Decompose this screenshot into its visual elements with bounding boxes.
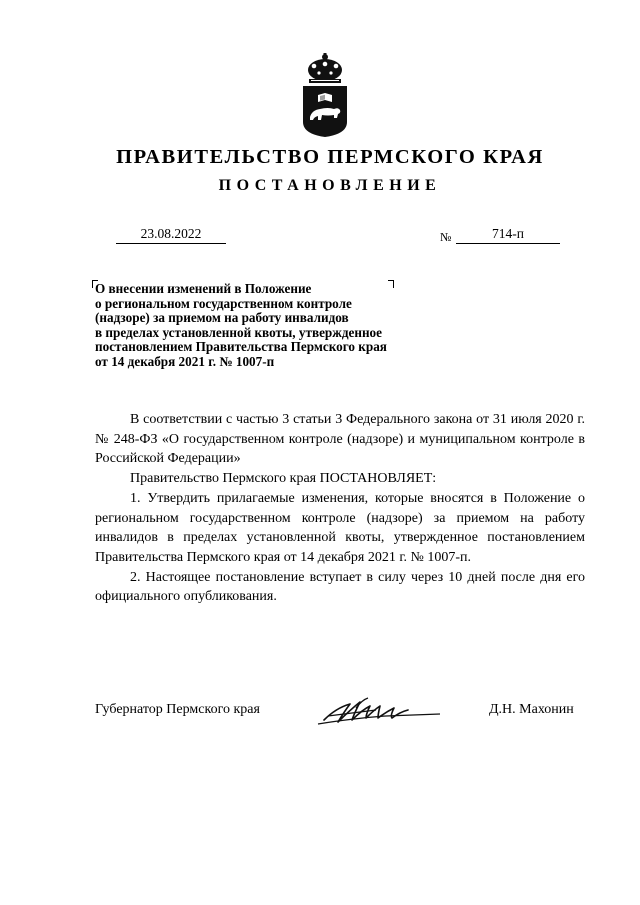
subject-line: в пределах установленной квоты, утвержденное: [95, 324, 382, 340]
government-title: ПРАВИТЕЛЬСТВО ПЕРМСКОГО КРАЯ: [116, 146, 544, 168]
document-subject: [95, 282, 445, 370]
handwritten-signature: [316, 694, 442, 728]
document-number: 714-п: [456, 226, 560, 244]
document-body: [95, 410, 585, 607]
subject-line: О внесении изменений в Положение: [95, 281, 312, 296]
body-paragraph-3: 1. Утвердить прилагаемые изменения, которые вносятся в Положение о региональном государственном контроле (надзоре) за приемом на работу инвалидов в пределах установленной квоты, утвержденное постановлением Правительства Пермского края от 14 декабря 2021 г. № 1007-п.: [95, 490, 585, 565]
signatory-name: Д.Н. Махонин: [489, 702, 574, 717]
number-sign: №: [440, 230, 452, 244]
document-type: ПОСТАНОВЛЕНИЕ: [218, 177, 442, 194]
document-date: 23.08.2022: [116, 226, 226, 244]
subject-line: о региональном государственном контроле: [95, 295, 352, 311]
coat-of-arms-icon: [300, 52, 350, 138]
body-paragraph-4: 2. Настоящее постановление вступает в силу через 10 дней после дня его официального опубликования.: [95, 569, 585, 605]
subject-line: (надзоре) за приемом на работу инвалидов: [95, 310, 349, 326]
subject-line: от 14 декабря 2021 г. № 1007-п: [95, 353, 275, 369]
body-paragraph-1: В соответствии с частью 3 статьи 3 Федерального закона от 31 июля 2020 г. № 248-ФЗ «О государственном контроле (надзоре) и муниципальном контроле в Российской Федерации»: [95, 412, 585, 467]
body-paragraph-2: Правительство Пермского края ПОСТАНОВЛЯЕТ:: [130, 471, 437, 487]
signatory-position: Губернатор Пермского края: [95, 702, 260, 717]
subject-line: постановлением Правительства Пермского края: [95, 339, 387, 355]
